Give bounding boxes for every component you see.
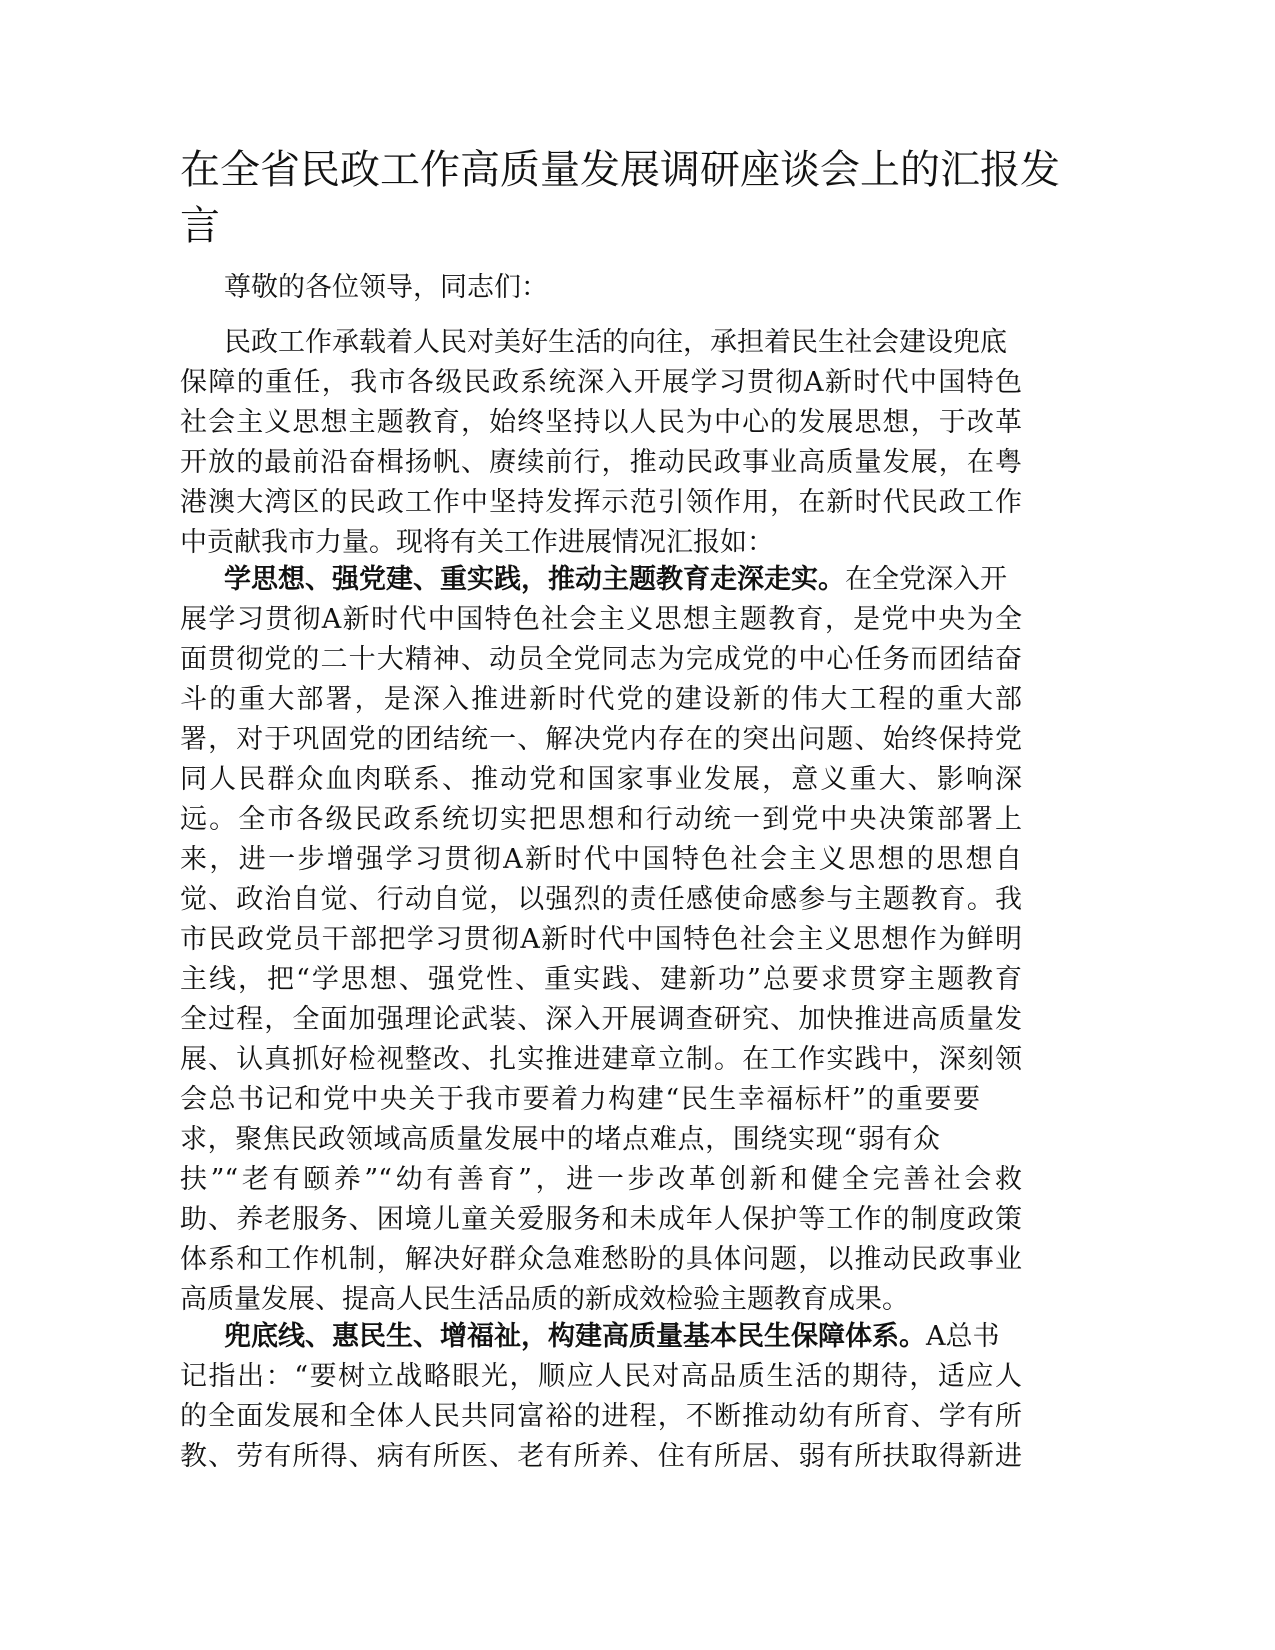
paragraph-2-line: 斗的重大部署，是深入推进新时代党的建设新的伟大工程的重大部 bbox=[180, 684, 1022, 715]
paragraph-3-first-line-text: A总书 bbox=[926, 1321, 1000, 1352]
paragraph-2-first-line-text: 在全党深入开 bbox=[845, 564, 1007, 595]
paragraph-2-line: 助、养老服务、困境儿童关爱服务和未成年人保护等工作的制度政策 bbox=[180, 1204, 1022, 1235]
paragraph-2-line: 全过程，全面加强理论武装、深入开展调查研究、加快推进高质量发 bbox=[180, 1004, 1022, 1035]
paragraph-2-line: 高质量发展、提高人民生活品质的新成效检验主题教育成果。 bbox=[180, 1284, 909, 1315]
paragraph-1-line: 保障的重任，我市各级民政系统深入开展学习贯彻A新时代中国特色 bbox=[180, 367, 1022, 398]
paragraph-3-line: 记指出：“要树立战略眼光，顺应人民对高品质生活的期待，适应人 bbox=[180, 1361, 1022, 1392]
paragraph-1-line: 中贡献我市力量。现将有关工作进展情况汇报如： bbox=[180, 527, 774, 558]
paragraph-2-line: 同人民群众血肉联系、推动党和国家事业发展，意义重大、影响深 bbox=[180, 764, 1022, 795]
paragraph-2-line: 觉、政治自觉、行动自觉，以强烈的责任感使命感参与主题教育。我 bbox=[180, 884, 1022, 915]
paragraph-3-line: 的全面发展和全体人民共同富裕的进程，不断推动幼有所育、学有所 bbox=[180, 1401, 1022, 1432]
paragraph-2-line: 市民政党员干部把学习贯彻A新时代中国特色社会主义思想作为鲜明 bbox=[180, 924, 1022, 955]
paragraph-1-line: 开放的最前沿奋楫扬帆、赓续前行，推动民政事业高质量发展，在粤 bbox=[180, 447, 1022, 478]
paragraph-2-line: 求，聚焦民政领域高质量发展中的堵点难点，围绕实现“弱有众 bbox=[180, 1124, 940, 1155]
paragraph-3-first-line bbox=[224, 1317, 1000, 1357]
paragraph-3-line: 教、劳有所得、病有所医、老有所养、住有所居、弱有所扶取得新进 bbox=[180, 1441, 1022, 1472]
paragraph-2-heading: 学思想、强党建、重实践，推动主题教育走深走实。 bbox=[224, 564, 845, 595]
paragraph-2-line: 会总书记和党中央关于我市要着力构建“民生幸福标杆”的重要要 bbox=[180, 1084, 980, 1115]
paragraph-1-line: 社会主义思想主题教育，始终坚持以人民为中心的发展思想，于改革 bbox=[180, 407, 1022, 438]
document-title: 在全省民政工作高质量发展调研座谈会上的汇报发言 bbox=[180, 147, 1060, 249]
paragraph-3-heading: 兜底线、惠民生、增福祉，构建高质量基本民生保障体系。 bbox=[224, 1321, 926, 1352]
paragraph-2-line: 扶”“老有颐养”“幼有善育”，进一步改革创新和健全完善社会救 bbox=[180, 1164, 1022, 1195]
paragraph-2-line: 远。全市各级民政系统切实把思想和行动统一到党中央决策部署上 bbox=[180, 804, 1022, 835]
paragraph-2-first-line bbox=[224, 560, 1007, 600]
paragraph-2-line: 展学习贯彻A新时代中国特色社会主义思想主题教育，是党中央为全 bbox=[180, 604, 1022, 635]
paragraph-2-line: 体系和工作机制，解决好群众急难愁盼的具体问题，以推动民政事业 bbox=[180, 1244, 1022, 1275]
paragraph-2-line: 面贯彻党的二十大精神、动员全党同志为完成党的中心任务而团结奋 bbox=[180, 644, 1022, 675]
paragraph-1-line: 港澳大湾区的民政工作中坚持发挥示范引领作用，在新时代民政工作 bbox=[180, 487, 1022, 518]
paragraph-2-line: 署，对于巩固党的团结统一、解决党内存在的突出问题、始终保持党 bbox=[180, 724, 1022, 755]
paragraph-2-line: 展、认真抓好检视整改、扎实推进建章立制。在工作实践中，深刻领 bbox=[180, 1044, 1022, 1075]
paragraph-2-line: 来，进一步增强学习贯彻A新时代中国特色社会主义思想的思想自 bbox=[180, 844, 1022, 875]
paragraph-2-line: 主线，把“学思想、强党性、重实践、建新功”总要求贯穿主题教育 bbox=[180, 964, 1022, 995]
paragraph-1-line: 民政工作承载着人民对美好生活的向往，承担着民生社会建设兜底 bbox=[224, 327, 1007, 358]
salutation: 尊敬的各位领导，同志们： bbox=[224, 272, 548, 303]
